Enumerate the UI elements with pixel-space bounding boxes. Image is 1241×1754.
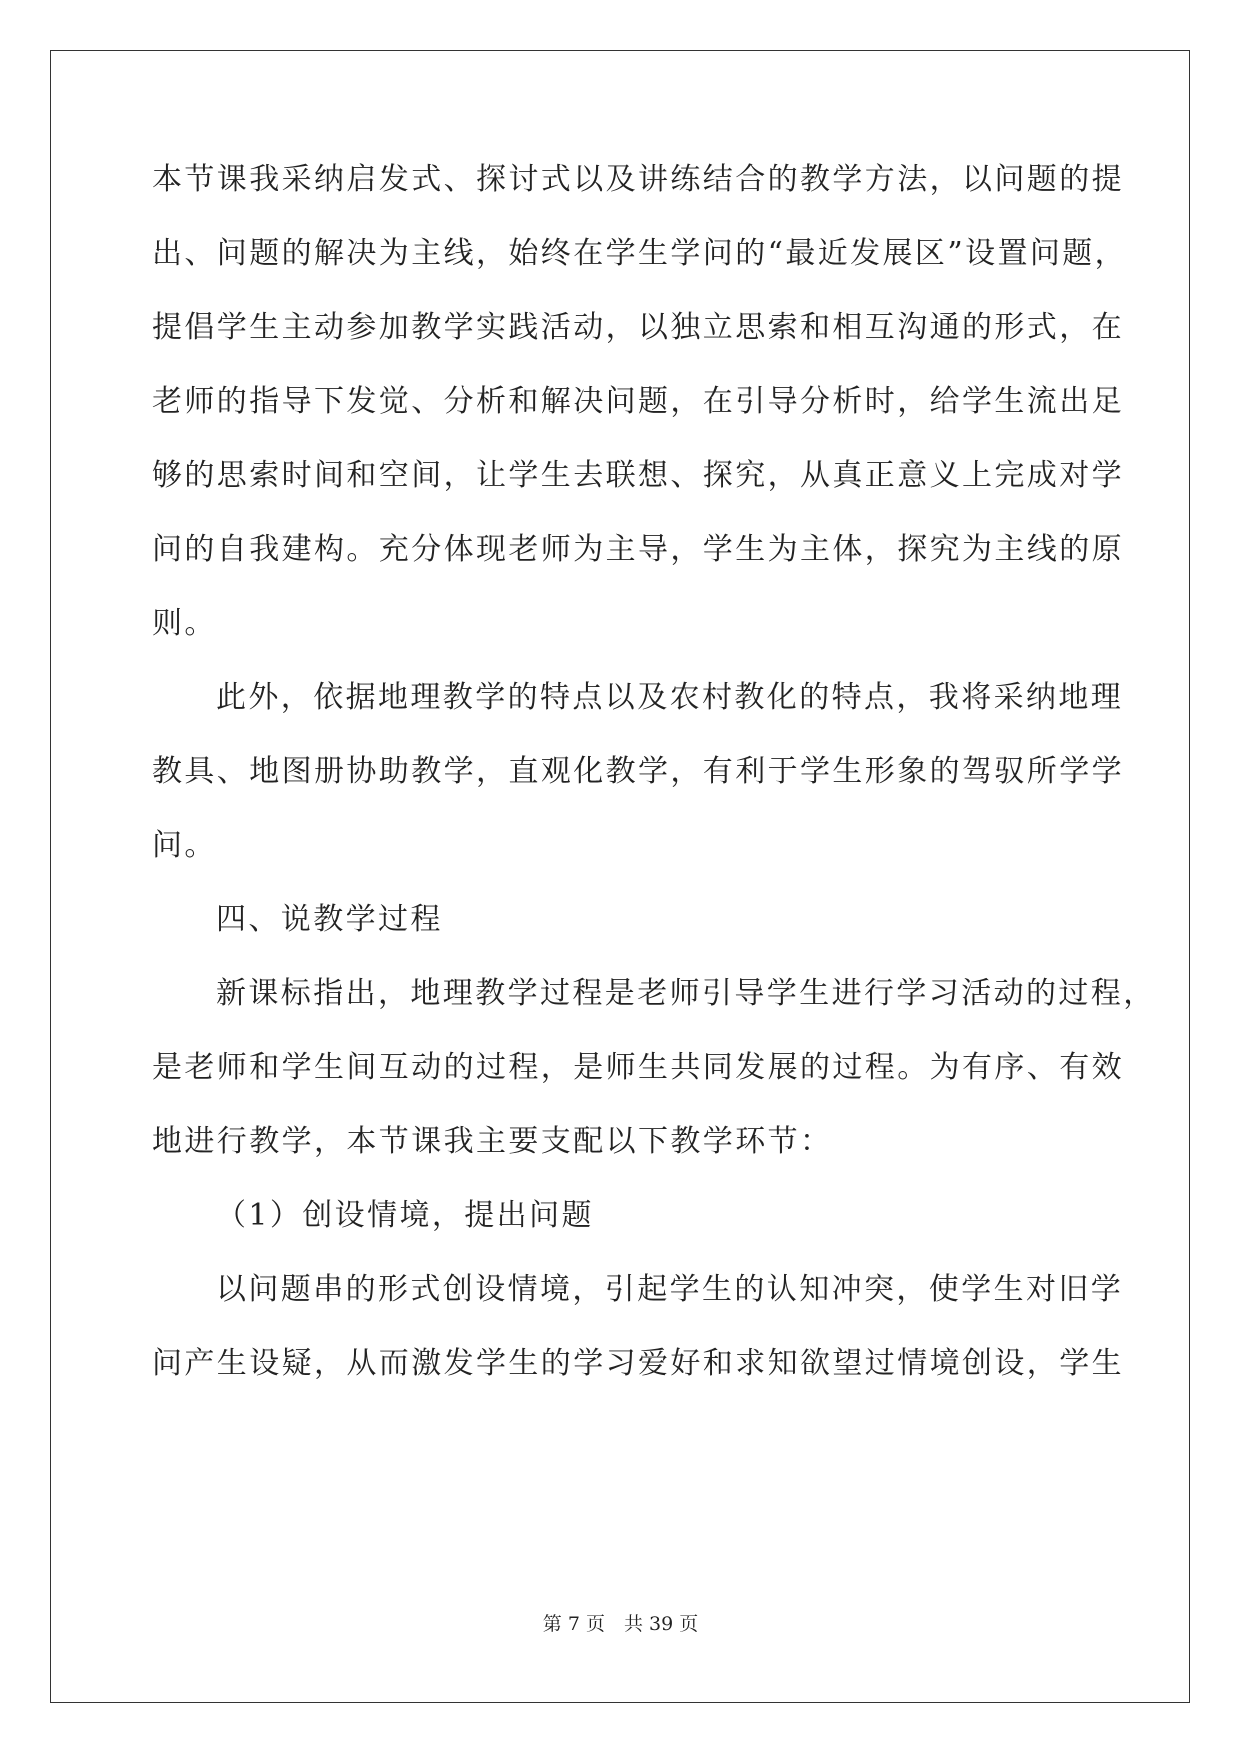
text-line: 出、问题的解决为主线，始终在学生学问的“最近发展区”设置问题， [152,236,1128,271]
text-line: 本节课我采纳启发式、探讨式以及讲练结合的教学方法，以问题的提 [152,162,1124,197]
text-line: 新课标指出，地理教学过程是老师引导学生进行学习活动的过程， [216,976,1156,1011]
text-line: 老师的指导下发觉、分析和解决问题，在引导分析时，给学生流出足 [152,384,1124,419]
page-number-footer: 第 7 页 共 39 页 [542,1613,699,1635]
text-line: 此外，依据地理教学的特点以及农村教化的特点，我将采纳地理 [216,680,1124,715]
text-line: 问。 [152,828,217,863]
text-line: 是老师和学生间互动的过程，是师生共同发展的过程。为有序、有效 [152,1050,1124,1085]
text-line: 教具、地图册协助教学，直观化教学，有利于学生形象的驾驭所学学 [152,754,1124,789]
text-line: 地进行教学，本节课我主要支配以下教学环节： [152,1124,833,1159]
text-line: 以问题串的形式创设情境，引起学生的认知冲突，使学生对旧学 [216,1272,1124,1307]
text-line: 问产生设疑，从而激发学生的学习爱好和求知欲望过情境创设，学生 [152,1346,1124,1381]
text-line: 则。 [152,606,217,641]
text-line: 够的思索时间和空间，让学生去联想、探究，从真正意义上完成对学 [152,458,1124,493]
text-line: 提倡学生主动参加教学实践活动，以独立思索和相互沟通的形式，在 [152,310,1124,345]
page-border [50,50,1190,1703]
subsection-heading: （1）创设情境，提出问题 [216,1198,594,1233]
section-heading: 四、说教学过程 [216,902,443,937]
text-line: 问的自我建构。充分体现老师为主导，学生为主体，探究为主线的原 [152,532,1124,567]
